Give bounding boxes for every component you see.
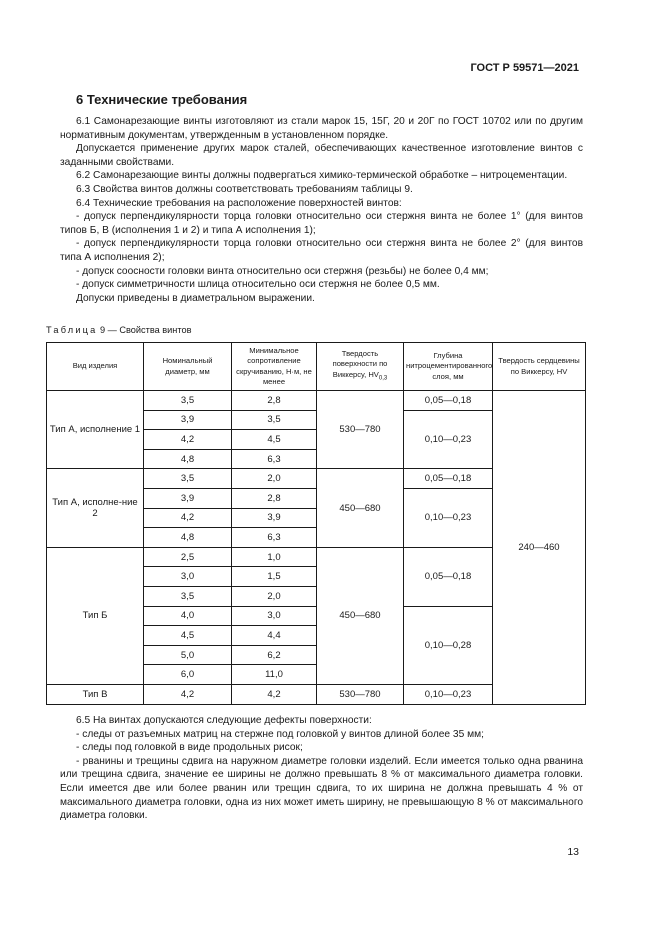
section-title: 6 Технические требования <box>76 92 248 107</box>
diameter-cell: 4,5 <box>144 626 232 646</box>
torque-cell: 3,9 <box>232 508 317 528</box>
diameter-cell: 4,8 <box>144 449 232 469</box>
page-number: 13 <box>567 846 579 858</box>
core-hardness-cell: 240—460 <box>493 391 586 705</box>
depth-cell: 0,05—0,18 <box>404 391 493 411</box>
surface-hardness-cell: 530—780 <box>317 684 404 704</box>
diameter-cell: 3,9 <box>144 410 232 430</box>
torque-cell: 2,0 <box>232 469 317 489</box>
torque-cell: 6,3 <box>232 449 317 469</box>
header-torque: Минимальное сопротивление скручиванию, Н·м, не менее <box>232 343 317 391</box>
torque-cell: 3,5 <box>232 410 317 430</box>
torque-cell: 4,5 <box>232 430 317 450</box>
diameter-cell: 3,5 <box>144 391 232 411</box>
diameter-cell: 3,9 <box>144 488 232 508</box>
paragraph: 6.1 Самонарезающие винты изготовляют из стали марок 15, 15Г, 20 и 20Г по ГОСТ 10702 или по другим нормативным документам, утвержденным в установленном порядке. <box>60 116 583 141</box>
diameter-cell: 3,0 <box>144 567 232 587</box>
header-core-hardness: Твердость сердцевины по Виккерсу, HV <box>493 343 586 391</box>
header-depth: Глубина нитроцементированного слоя, мм <box>404 343 493 391</box>
torque-cell: 3,0 <box>232 606 317 626</box>
screw-properties-table <box>46 342 586 705</box>
paragraph: - допуск симметричности шлица относительно оси стержня не более 0,5 мм. <box>76 279 440 291</box>
torque-cell: 1,5 <box>232 567 317 587</box>
paragraph: 6.4 Технические требования на расположение поверхностей винтов: <box>76 197 402 209</box>
diameter-cell: 2,5 <box>144 547 232 567</box>
diameter-cell: 4,2 <box>144 684 232 704</box>
torque-cell: 4,4 <box>232 626 317 646</box>
requirements-text <box>60 115 583 305</box>
product-type-cell: Тип Б <box>47 547 144 684</box>
depth-cell: 0,10—0,23 <box>404 684 493 704</box>
paragraph: - допуск соосности головки винта относительно оси стержня (резьбы) не более 0,4 мм; <box>76 265 489 277</box>
product-type-cell: Тип А, исполне-ние 2 <box>47 469 144 547</box>
surface-hardness-cell: 530—780 <box>317 391 404 469</box>
table-header-row <box>47 343 586 391</box>
paragraph: - допуск перпендикулярности торца головки относительно оси стержня винта не более 2° (для винтов типа А исполнения 2); <box>60 238 583 263</box>
torque-cell: 2,8 <box>232 488 317 508</box>
paragraph: Допуски приведены в диаметральном выражении. <box>76 292 315 304</box>
product-type-cell: Тип А, исполнение 1 <box>47 391 144 469</box>
diameter-cell: 4,2 <box>144 430 232 450</box>
paragraph: - следы под головкой в виде продольных рисок; <box>76 742 303 754</box>
surface-hardness-cell: 450—680 <box>317 547 404 684</box>
diameter-cell: 3,5 <box>144 469 232 489</box>
torque-cell: 1,0 <box>232 547 317 567</box>
torque-cell: 2,0 <box>232 586 317 606</box>
depth-cell: 0,10—0,23 <box>404 488 493 547</box>
paragraph: 6.2 Самонарезающие винты должны подвергаться химико-термической обработке – нитроцементации. <box>76 170 568 182</box>
diameter-cell: 6,0 <box>144 665 232 685</box>
torque-cell: 4,2 <box>232 684 317 704</box>
header-surface-hardness: Твердость поверхности по Виккерсу, $HV_{0,3}$ <box>317 343 404 391</box>
defects-text <box>60 714 583 823</box>
paragraph: Допускается применение других марок сталей, обеспечивающих качественное изготовление винтов с заданными свойствами. <box>60 143 583 168</box>
torque-cell: 2,8 <box>232 391 317 411</box>
diameter-cell: 4,0 <box>144 606 232 626</box>
surface-hardness-cell: 450—680 <box>317 469 404 547</box>
header-diameter: Номинальный диаметр, мм <box>144 343 232 391</box>
paragraph: - рванины и трещины сдвига на наружном диаметре головки изделий. Если имеется только одна рванина или трещина сдвига, значение ее ширины не должно превышать 8 % от максимального диаметра головки. Если имеется две или более рванин или трещин сдвига, то их ширина не должна превышать 4 % от максимального диаметра головки, одна из них может иметь ширину, не превышающую 8 % от максимального диаметра головки. <box>60 755 583 822</box>
torque-cell: 6,2 <box>232 645 317 665</box>
document-standard-number: ГОСТ Р 59571—2021 <box>470 62 579 74</box>
diameter-cell: 4,8 <box>144 528 232 548</box>
paragraph: 6.5 На винтах допускаются следующие дефекты поверхности: <box>76 715 372 726</box>
product-type-cell: Тип В <box>47 684 144 704</box>
depth-cell: 0,05—0,18 <box>404 547 493 606</box>
depth-cell: 0,10—0,23 <box>404 410 493 469</box>
depth-cell: 0,10—0,28 <box>404 606 493 684</box>
diameter-cell: 4,2 <box>144 508 232 528</box>
torque-cell: 6,3 <box>232 528 317 548</box>
diameter-cell: 5,0 <box>144 645 232 665</box>
torque-cell: 11,0 <box>232 665 317 685</box>
table-caption: Таблица 9 — Свойства винтов <box>46 325 192 335</box>
paragraph: - допуск перпендикулярности торца головки относительно оси стержня винта не более 1° (для винтов типов Б, В (исполнения 1 и 2) и типа А исполнения 1); <box>60 211 583 236</box>
diameter-cell: 3,5 <box>144 586 232 606</box>
depth-cell: 0,05—0,18 <box>404 469 493 489</box>
paragraph: 6.3 Свойства винтов должны соответствовать требованиям таблицы 9. <box>76 183 413 195</box>
table-row <box>47 391 586 411</box>
header-product: Вид изделия <box>47 343 144 391</box>
paragraph: - следы от разъемных матриц на стержне под головкой у винтов длиной более 35 мм; <box>76 728 484 740</box>
